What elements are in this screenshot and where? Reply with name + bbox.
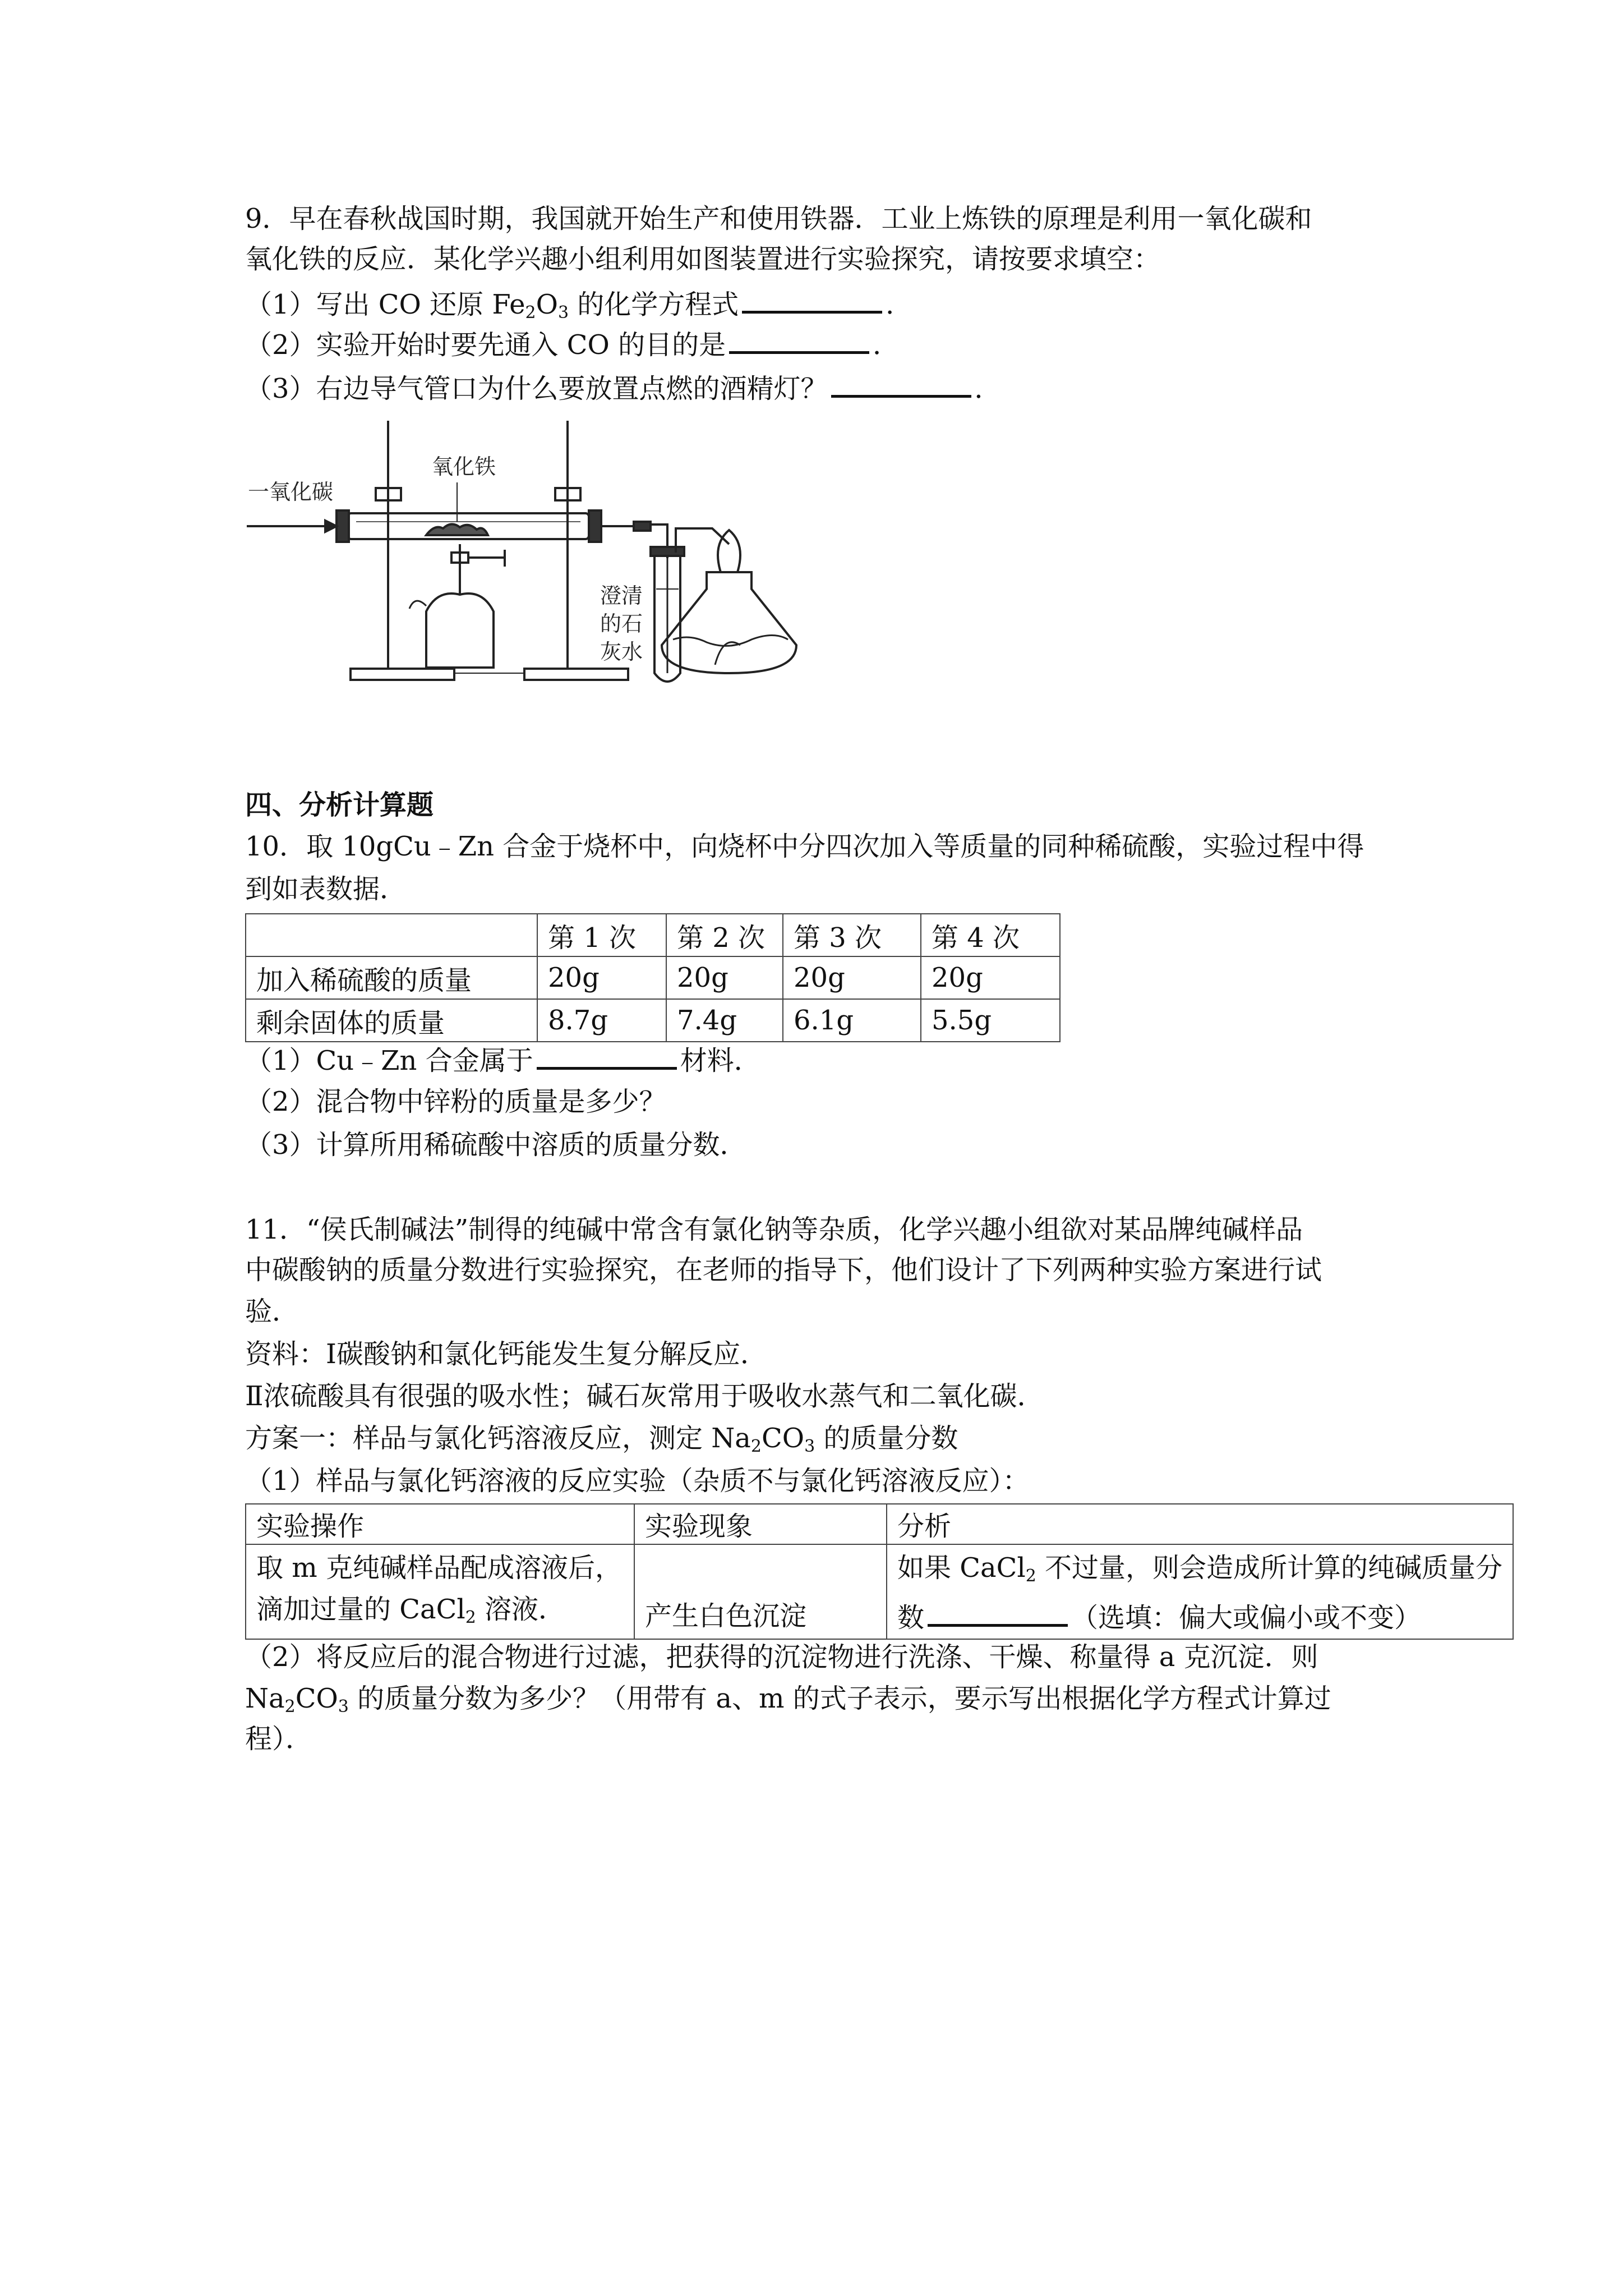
q10-part-1-text-b: 材料． (680, 1045, 761, 1076)
q11-answer-blank[interactable] (928, 1598, 1068, 1627)
right-stand-base (524, 669, 628, 680)
operation-text-b: 溶液． (476, 1594, 566, 1625)
q9-line-1: 9．早在春秋战国时期，我国就开始生产和使用铁器．工业上炼铁的原理是利用一氧化碳和 (245, 203, 1312, 234)
q9-part-3-text: （3）右边导气管口为什么要放置点燃的酒精灯？ (245, 373, 828, 404)
diagram-label-limewater-2: 的石 (600, 611, 643, 636)
table-row (246, 999, 1060, 1042)
q11-plan-sub-2: 2 (750, 1437, 762, 1456)
q11-experiment-table (245, 1503, 1514, 1640)
operation-line-2 (256, 1589, 624, 1639)
right-alcohol-lamp (662, 572, 796, 673)
table-row (246, 914, 1060, 956)
table-cell-operation (246, 1544, 634, 1639)
q9-part-1-text-b: 的化学方程式 (569, 289, 739, 320)
q10-part-1 (245, 1041, 761, 1079)
operation-line-1: 取 m 克纯碱样品配成溶液后， (256, 1552, 623, 1584)
section-4-title: 四、分析计算题 (245, 789, 434, 821)
diagram-label-limewater-1: 澄清 (600, 583, 643, 608)
q10-part-3: （3）计算所用稀硫酸中溶质的质量分数． (245, 1129, 747, 1161)
q11-line-3: 验． (245, 1296, 299, 1327)
q11-step-2-line-3: 程）． (245, 1723, 313, 1755)
apparatus-diagram (241, 409, 847, 701)
q9-part-1-sub-2: 2 (525, 303, 536, 323)
diagram-label-co: 一氧化碳 (248, 480, 334, 504)
table-cell: 第 3 次 (783, 914, 921, 956)
q9-part-3-period: ． (974, 373, 1002, 404)
table-cell: 5.5g (921, 999, 1060, 1042)
step2-sub-2: 2 (284, 1697, 296, 1717)
q9-part-2 (245, 325, 900, 363)
iron-oxide-powder (426, 524, 488, 535)
co-arrow-icon (325, 521, 336, 532)
table-cell: 20g (666, 956, 783, 999)
analysis-text-d: （选填：偏大或偏小或不变） (1071, 1602, 1422, 1634)
test-tube-stopper (651, 547, 684, 556)
burner-valve (468, 550, 505, 567)
table-cell: 第 4 次 (921, 914, 1060, 956)
q11-info-1: 资料：Ⅰ碳酸钠和氯化钙能发生复分解反应． (245, 1338, 767, 1370)
q9-part-1-text-a: （1）写出 CO 还原 Fe (245, 289, 525, 320)
burner-base (426, 593, 494, 668)
q10-answer-blank-1[interactable] (537, 1041, 677, 1070)
operation-text-a: 滴加过量的 CaCl (256, 1594, 465, 1625)
table-cell: 分析 (887, 1504, 1513, 1544)
q11-step-1: （1）样品与氯化钙溶液的反应实验（杂质不与氯化钙溶液反应）： (245, 1465, 1030, 1497)
q9-part-3 (245, 369, 1002, 407)
q11-plan-text-a: 方案一：样品与氯化钙溶液反应，测定 Na (245, 1423, 751, 1454)
table-cell: 实验现象 (634, 1504, 887, 1544)
analysis-text-a: 如果 CaCl (897, 1552, 1026, 1584)
q11-step-2-line-1: （2）将反应后的混合物进行过滤，把获得的沉淀物进行洗涤、干燥、称量得 a 克沉淀．则 (245, 1641, 1318, 1673)
q11-info-2: Ⅱ浓硫酸具有很强的吸水性；碱石灰常用于吸收水蒸气和二氧化碳． (245, 1381, 1044, 1412)
step2-text-b: 的质量分数为多少？（用带有 a、m 的式子表示，要示写出根据化学方程式计算过 (348, 1683, 1331, 1714)
table-cell: 6.1g (783, 999, 921, 1042)
q9-part-1 (245, 285, 912, 331)
q9-answer-blank-3[interactable] (831, 369, 971, 398)
q10-part-1-text-a: （1）Cu﹣Zn 合金属于 (245, 1045, 533, 1076)
q11-line-2: 中碳酸钠的质量分数进行实验探究，在老师的指导下，他们设计了下列两种实验方案进行试 (245, 1254, 1322, 1286)
analysis-text-b: 不过量，则会造成所计算的纯碱质量分 (1036, 1552, 1503, 1584)
q10-line-1: 10．取 10gCu﹣Zn 合金于烧杯中，向烧杯中分四次加入等质量的同种稀硫酸，实验过程中得 (245, 831, 1364, 862)
table-cell: 剩余固体的质量 (246, 999, 537, 1042)
analysis-line-2 (897, 1597, 1502, 1639)
table-cell: 第 2 次 (666, 914, 783, 956)
step2-text-a: Na (245, 1683, 285, 1714)
analysis-line-1 (897, 1547, 1502, 1597)
table-row (246, 1544, 1513, 1639)
left-stand-base (351, 669, 454, 680)
q11-plan-sub-3: 3 (804, 1437, 815, 1456)
table-cell-analysis (887, 1544, 1513, 1639)
q9-part-1-period: ． (886, 289, 913, 320)
q11-line-1: 11．“侯氏制碱法”制得的纯碱中常含有氯化钠等杂质，化学兴趣小组欲对某品牌纯碱样品 (245, 1214, 1303, 1245)
q9-part-1-sub-3: 3 (557, 303, 569, 323)
table-cell-phenomenon: 产生白色沉淀 (634, 1544, 887, 1639)
table-cell: 加入稀硫酸的质量 (246, 956, 537, 999)
step2-text-mid: CO (295, 1683, 338, 1714)
table-cell: 实验操作 (246, 1504, 634, 1544)
diagram-label-limewater-3: 灰水 (600, 639, 643, 664)
table-cell (246, 914, 537, 956)
q11-plan-text-mid: CO (761, 1423, 805, 1454)
rubber-connector (634, 522, 651, 531)
q11-step-2-line-2 (245, 1681, 1331, 1725)
q9-answer-blank-2[interactable] (729, 325, 869, 354)
step2-sub-3: 3 (338, 1697, 349, 1717)
q9-answer-blank-1[interactable] (742, 285, 882, 314)
q9-part-1-text-mid: O (536, 289, 558, 320)
q9-line-2: 氧化铁的反应．某化学兴趣小组利用如图装置进行实验探究，请按要求填空： (245, 243, 1161, 275)
right-stopper (589, 510, 601, 542)
q9-part-2-text: （2）实验开始时要先通入 CO 的目的是 (245, 329, 726, 361)
table-cell: 20g (537, 956, 666, 999)
operation-sub: 2 (465, 1608, 476, 1627)
table-cell: 20g (783, 956, 921, 999)
analysis-text-c: 数 (897, 1602, 925, 1634)
table-cell: 8.7g (537, 999, 666, 1042)
q10-part-2: （2）混合物中锌粉的质量是多少？ (245, 1086, 666, 1117)
q10-line-2: 到如表数据． (245, 873, 407, 905)
table-cell: 7.4g (666, 999, 783, 1042)
q11-plan-text-b: 的质量分数 (815, 1423, 958, 1454)
diagram-label-fe2o3: 氧化铁 (432, 454, 496, 479)
table-row (246, 1504, 1513, 1544)
q11-plan-1 (245, 1420, 958, 1465)
analysis-sub: 2 (1025, 1566, 1036, 1586)
table-cell: 20g (921, 956, 1060, 999)
table-row (246, 956, 1060, 999)
table-cell: 第 1 次 (537, 914, 666, 956)
q10-data-table (245, 913, 1061, 1042)
q9-part-2-period: ． (873, 329, 900, 361)
